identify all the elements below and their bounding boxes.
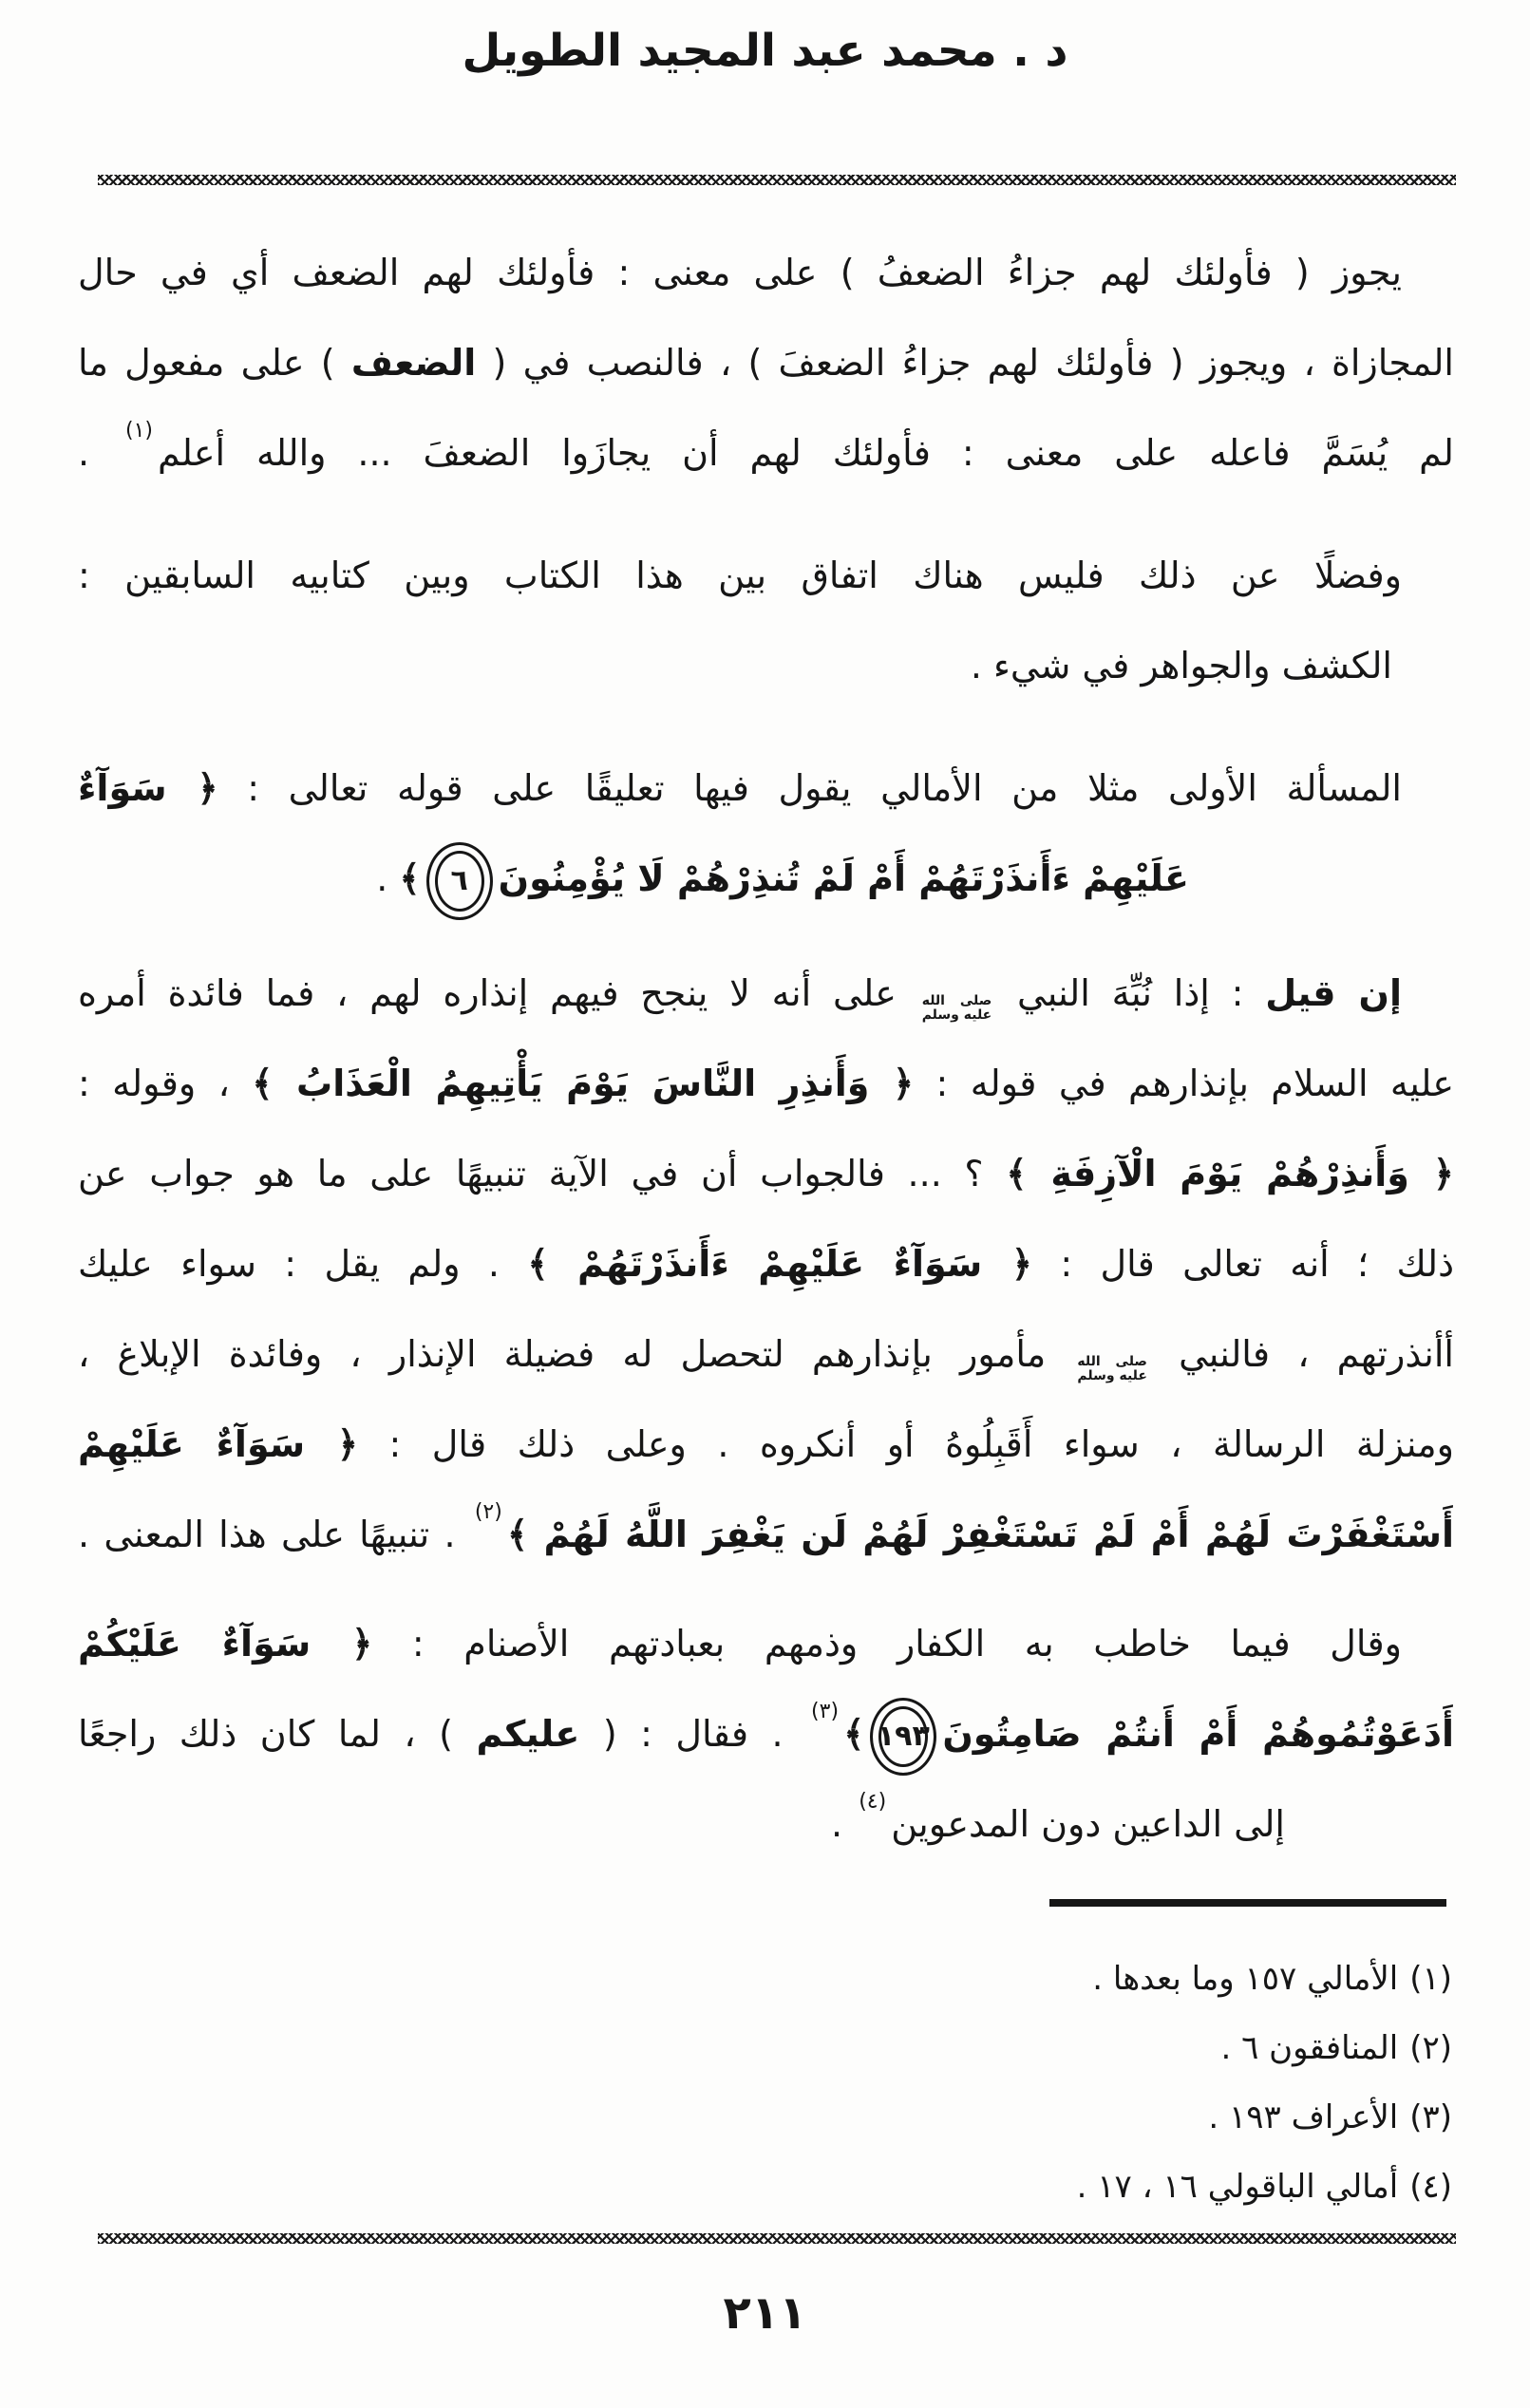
footnote-marker: (١)	[125, 419, 154, 442]
bold-text: إن قيل	[1265, 972, 1402, 1014]
footnotes	[78, 1945, 1452, 2222]
quran-verse-text: ﴿ سَوَآءٌ عَلَيْهِمْ ءَأَنذَرْتَهُمْ ﴾	[527, 1243, 1032, 1285]
quran-verse-text: ﴿ سَوَآءٌ عَلَيْهِمْ	[78, 1423, 359, 1465]
bold-text: عليكم	[476, 1713, 580, 1755]
body-text-run: إلى الداعين دون المدعوين	[891, 1803, 1285, 1845]
page-title: د . محمد عبد المجيد الطويل	[462, 25, 1068, 77]
footnote-number: (٣)	[1409, 2098, 1452, 2136]
body-line	[78, 1400, 1454, 1490]
quran-verse-text: ﴿ وَأَنذِرِ النَّاسَ يَوْمَ يَأْتِيهِمُ الْعَذَابُ ﴾	[252, 1063, 915, 1104]
body-text-run: .	[376, 857, 400, 899]
footnote-marker: (٢)	[474, 1500, 502, 1524]
body-paragraph	[78, 949, 1454, 1580]
body-text	[78, 228, 1454, 1870]
body-line	[78, 1779, 1454, 1870]
body-text-run: الكشف والجواهر في شيء .	[970, 645, 1392, 687]
body-paragraph	[78, 743, 1454, 924]
quran-verse-text: ﴾	[843, 1713, 865, 1755]
body-line	[78, 1599, 1454, 1689]
footnote-text: أمالي الباقولي ١٦ ، ١٧ .	[1076, 2168, 1399, 2206]
quran-verse-text: ﴿ سَوَآءٌ	[78, 767, 218, 809]
quran-verse-text: أَسْتَغْفَرْتَ لَهُمْ أَمْ لَمْ تَسْتَغْفِرْ لَهُمْ لَن يَغْفِرَ اللَّهُ لَهُمْ ﴾	[506, 1514, 1454, 1555]
body-line	[78, 834, 1454, 924]
body-paragraph	[78, 228, 1454, 499]
bottom-ornament-rule	[98, 2233, 1456, 2244]
body-text-run: وفضلًا عن ذلك فليس هناك اتفاق بين هذا الكتاب وبين كتابيه السابقين :	[78, 555, 1402, 596]
body-line	[78, 408, 1454, 499]
quran-verse-text: أَدَعَوْتُمُوهُمْ أَمْ أَنتُمْ صَامِتُونَ	[942, 1713, 1454, 1755]
body-text-run: : إذا نُبِّهَ النبي	[995, 972, 1266, 1014]
body-line	[78, 743, 1454, 834]
body-line	[78, 1219, 1454, 1309]
body-text-run: .	[78, 432, 121, 474]
body-line	[78, 228, 1454, 318]
body-text-run: وقال فيما خاطب به الكفار وذمهم بعبادتهم الأصنام :	[372, 1623, 1402, 1665]
aya-number-medallion-icon: ٦	[426, 842, 493, 920]
body-text-run: عليه السلام بإنذارهم في قوله :	[914, 1063, 1455, 1104]
footnote-item	[78, 2083, 1452, 2153]
pbuh-ligature-icon: صلى الله عليه وسلم	[921, 992, 992, 1023]
footnote-number: (٢)	[1409, 2029, 1452, 2067]
footnote-marker: (٤)	[859, 1790, 887, 1814]
quran-verse-text: ﴿ وَأَنذِرْهُمْ يَوْمَ الْآزِفَةِ ﴾	[1006, 1153, 1454, 1195]
body-line	[78, 1129, 1454, 1219]
body-text-run: مأمور بإنذارهم لتحصل له فضيلة الإنذار ، وفائدة الإبلاغ ،	[78, 1333, 1074, 1375]
footnote-text: المنافقون ٦ .	[1220, 2029, 1399, 2067]
top-ornament-rule	[98, 175, 1456, 185]
body-text-run: ، وقوله :	[78, 1063, 253, 1104]
body-line	[78, 621, 1454, 711]
quran-verse-text: ﴾	[399, 857, 421, 899]
body-line	[78, 1039, 1454, 1129]
body-line	[78, 318, 1454, 408]
body-line	[78, 531, 1454, 621]
body-text-run: ومنزلة الرسالة ، سواء أَقَبِلُوهُ أو أنكروه . وعلى ذلك قال :	[358, 1423, 1454, 1465]
quran-verse-text: ﴿ سَوَآءٌ عَلَيْكُمْ	[78, 1623, 373, 1665]
body-paragraph	[78, 531, 1454, 711]
body-line	[78, 949, 1454, 1039]
body-text-run: .	[831, 1803, 855, 1845]
quran-verse-text: عَلَيْهِمْ ءَأَنذَرْتَهُمْ أَمْ لَمْ تُنذِرْهُمْ لَا يُؤْمِنُونَ	[498, 857, 1189, 899]
footnote-number: (٤)	[1409, 2168, 1452, 2206]
body-line	[78, 1689, 1454, 1779]
body-text-run: لم يُسَمَّ فاعله على معنى : فأولئك لهم أن يجازَوا الضعفَ ... والله أعلم	[158, 432, 1454, 474]
body-text-run: على أنه لا ينجح فيهم إنذاره لهم ، فما فائدة أمره	[78, 972, 918, 1014]
page-number: ٢١١	[723, 2286, 807, 2340]
body-text-run: ) ، لما كان ذلك راجعًا	[78, 1713, 477, 1755]
body-paragraph	[78, 1599, 1454, 1870]
body-text-run: المسألة الأولى مثلا من الأمالي يقول فيها تعليقًا على قوله تعالى :	[217, 767, 1402, 809]
pbuh-ligature-icon: صلى الله عليه وسلم	[1077, 1353, 1147, 1383]
body-line	[78, 1490, 1454, 1580]
body-text-run: . ولم يقل : سواء عليك	[78, 1243, 528, 1285]
footnote-number: (١)	[1409, 1960, 1452, 1998]
body-text-run: ؟ ... فالجواب أن في الآية تنبيهًا على ما هو جواب عن	[78, 1153, 1007, 1195]
body-text-run: . تنبيهًا على هذا المعنى .	[78, 1514, 470, 1555]
body-line	[78, 1309, 1454, 1400]
footnote-text: الأعراف ١٩٣ .	[1208, 2098, 1399, 2136]
body-text-run: ذلك ؛ أنه تعالى قال :	[1032, 1243, 1454, 1285]
footnote-text: الأمالي ١٥٧ وما بعدها .	[1092, 1960, 1399, 1998]
bold-text: الضعف	[350, 342, 477, 384]
footnote-marker: (٣)	[811, 1700, 840, 1723]
aya-number-medallion-icon: ١٩٣	[870, 1698, 936, 1776]
body-text-run: أأنذرتهم ، فالنبي	[1150, 1333, 1454, 1375]
footnote-item	[78, 2014, 1452, 2083]
footnote-item	[78, 1945, 1452, 2014]
body-text-run: يجوز ( فأولئك لهم جزاءُ الضعفُ ) على معنى : فأولئك لهم الضعف أي في حال	[78, 252, 1402, 293]
body-text-run: المجازاة ، ويجوز ( فأولئك لهم جزاءُ الضعفَ ) ، فالنصب في (	[476, 342, 1454, 384]
body-text-run: ) على مفعول ما	[78, 342, 351, 384]
footnote-item	[78, 2153, 1452, 2222]
footnote-separator	[1049, 1899, 1446, 1907]
body-text-run: . فقال : (	[579, 1713, 807, 1755]
